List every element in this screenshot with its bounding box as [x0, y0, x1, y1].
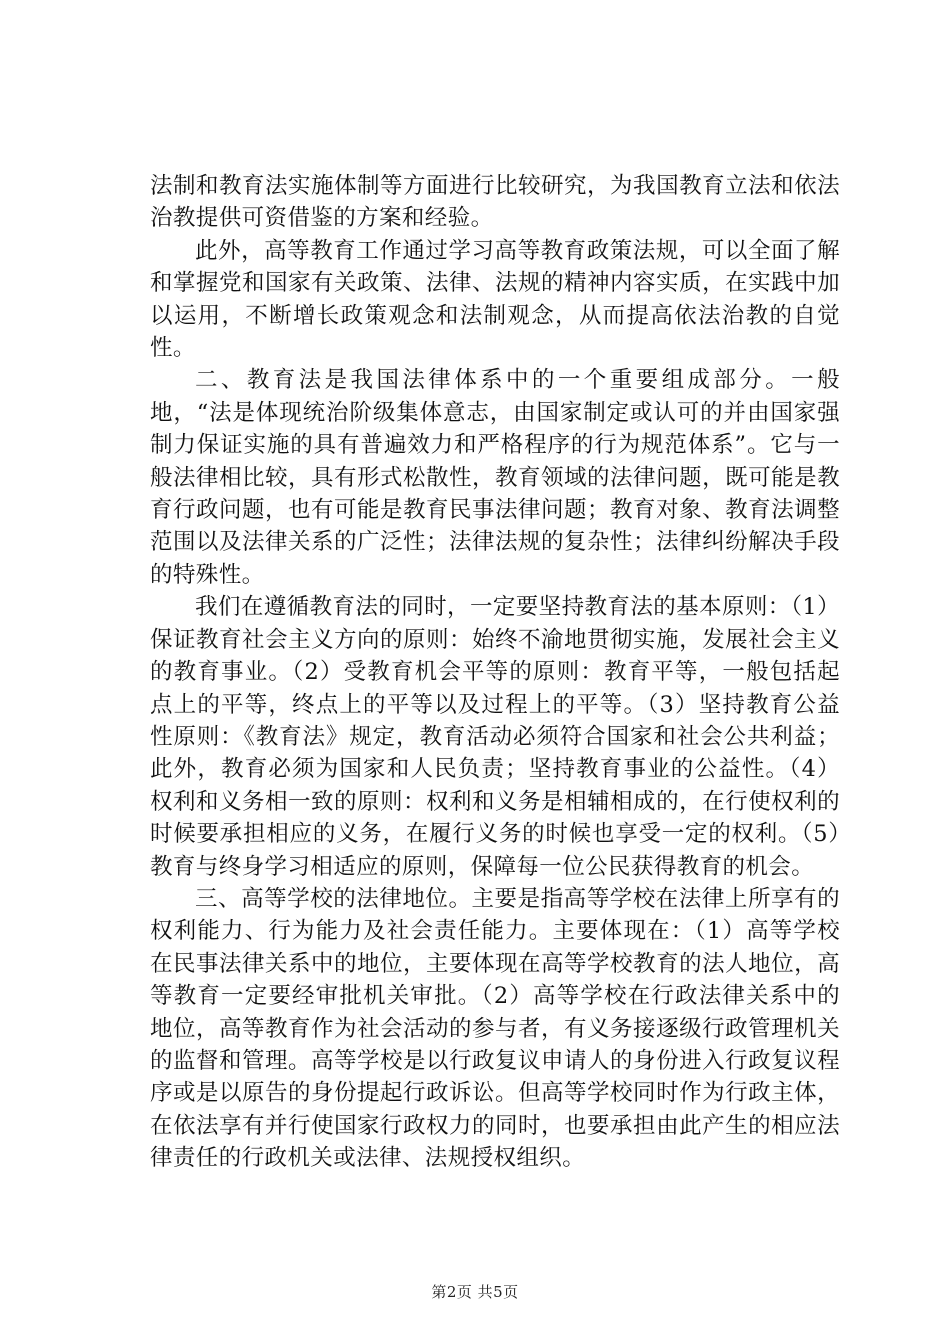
document-body — [150, 170, 840, 1175]
page-number-footer: 第2页 共5页 — [431, 1283, 519, 1301]
paragraph-1: 法制和教育法实施体制等方面进行比较研究，为我国教育立法和依法治教提供可资借鉴的方案和经验。 — [150, 173, 840, 232]
paragraph-4: 我们在遵循教育法的同时，一定要坚持教育法的基本原则：（1）保证教育社会主义方向的原则：始终不渝地贯彻实施，发展社会主义的教育事业。（2）受教育机会平等的原则：教育平等，一般包括起点上的平等，终点上的平等以及过程上的平等。（3）坚持教育公益性原则：《教育法》规定，教育活动必须符合国家和社会公共利益；此外，教育必须为国家和人民负责；坚持教育事业的公益性。（4）权利和义务相一致的原则：权利和义务是相辅相成的，在行使权利的时候要承担相应的义务，在履行义务的时候也享受一定的权利。（5）教育与终身学习相适应的原则，保障每一位公民获得教育的机会。 — [150, 594, 840, 880]
paragraph-5: 三、高等学校的法律地位。主要是指高等学校在法律上所享有的权利能力、行为能力及社会责任能力。主要体现在：（1）高等学校在民事法律关系中的地位，主要体现在高等学校教育的法人地位，高等教育一定要经审批机关审批。（2）高等学校在行政法律关系中的地位，高等教育作为社会活动的参与者，有义务接逐级行政管理机关的监督和管理。高等学校是以行政复议申请人的身份进入行政复议程序或是以原告的身份提起行政诉讼。但高等学校同时作为行政主体，在依法享有并行使国家行政权力的同时，也要承担由此产生的相应法律责任的行政机关或法律、法规授权组织。 — [150, 885, 840, 1172]
paragraph-3: 二、教育法是我国法律体系中的一个重要组成部分。一般地，“法是体现统治阶级集体意志，由国家制定或认可的并由国家强制力保证实施的具有普遍效力和严格程序的行为规范体系”。它与一般法律相比较，具有形式松散性，教育领域的法律问题，既可能是教育行政问题，也有可能是教育民事法律问题；教育对象、教育法调整范围以及法律关系的广泛性；法律法规的复杂性；法律纠纷解决手段的特殊性。 — [150, 367, 840, 588]
paragraph-2: 此外，高等教育工作通过学习高等教育政策法规，可以全面了解和掌握党和国家有关政策、法律、法规的精神内容实质，在实践中加以运用，不断增长政策观念和法制观念，从而提高依法治教的自觉性。 — [150, 237, 840, 362]
